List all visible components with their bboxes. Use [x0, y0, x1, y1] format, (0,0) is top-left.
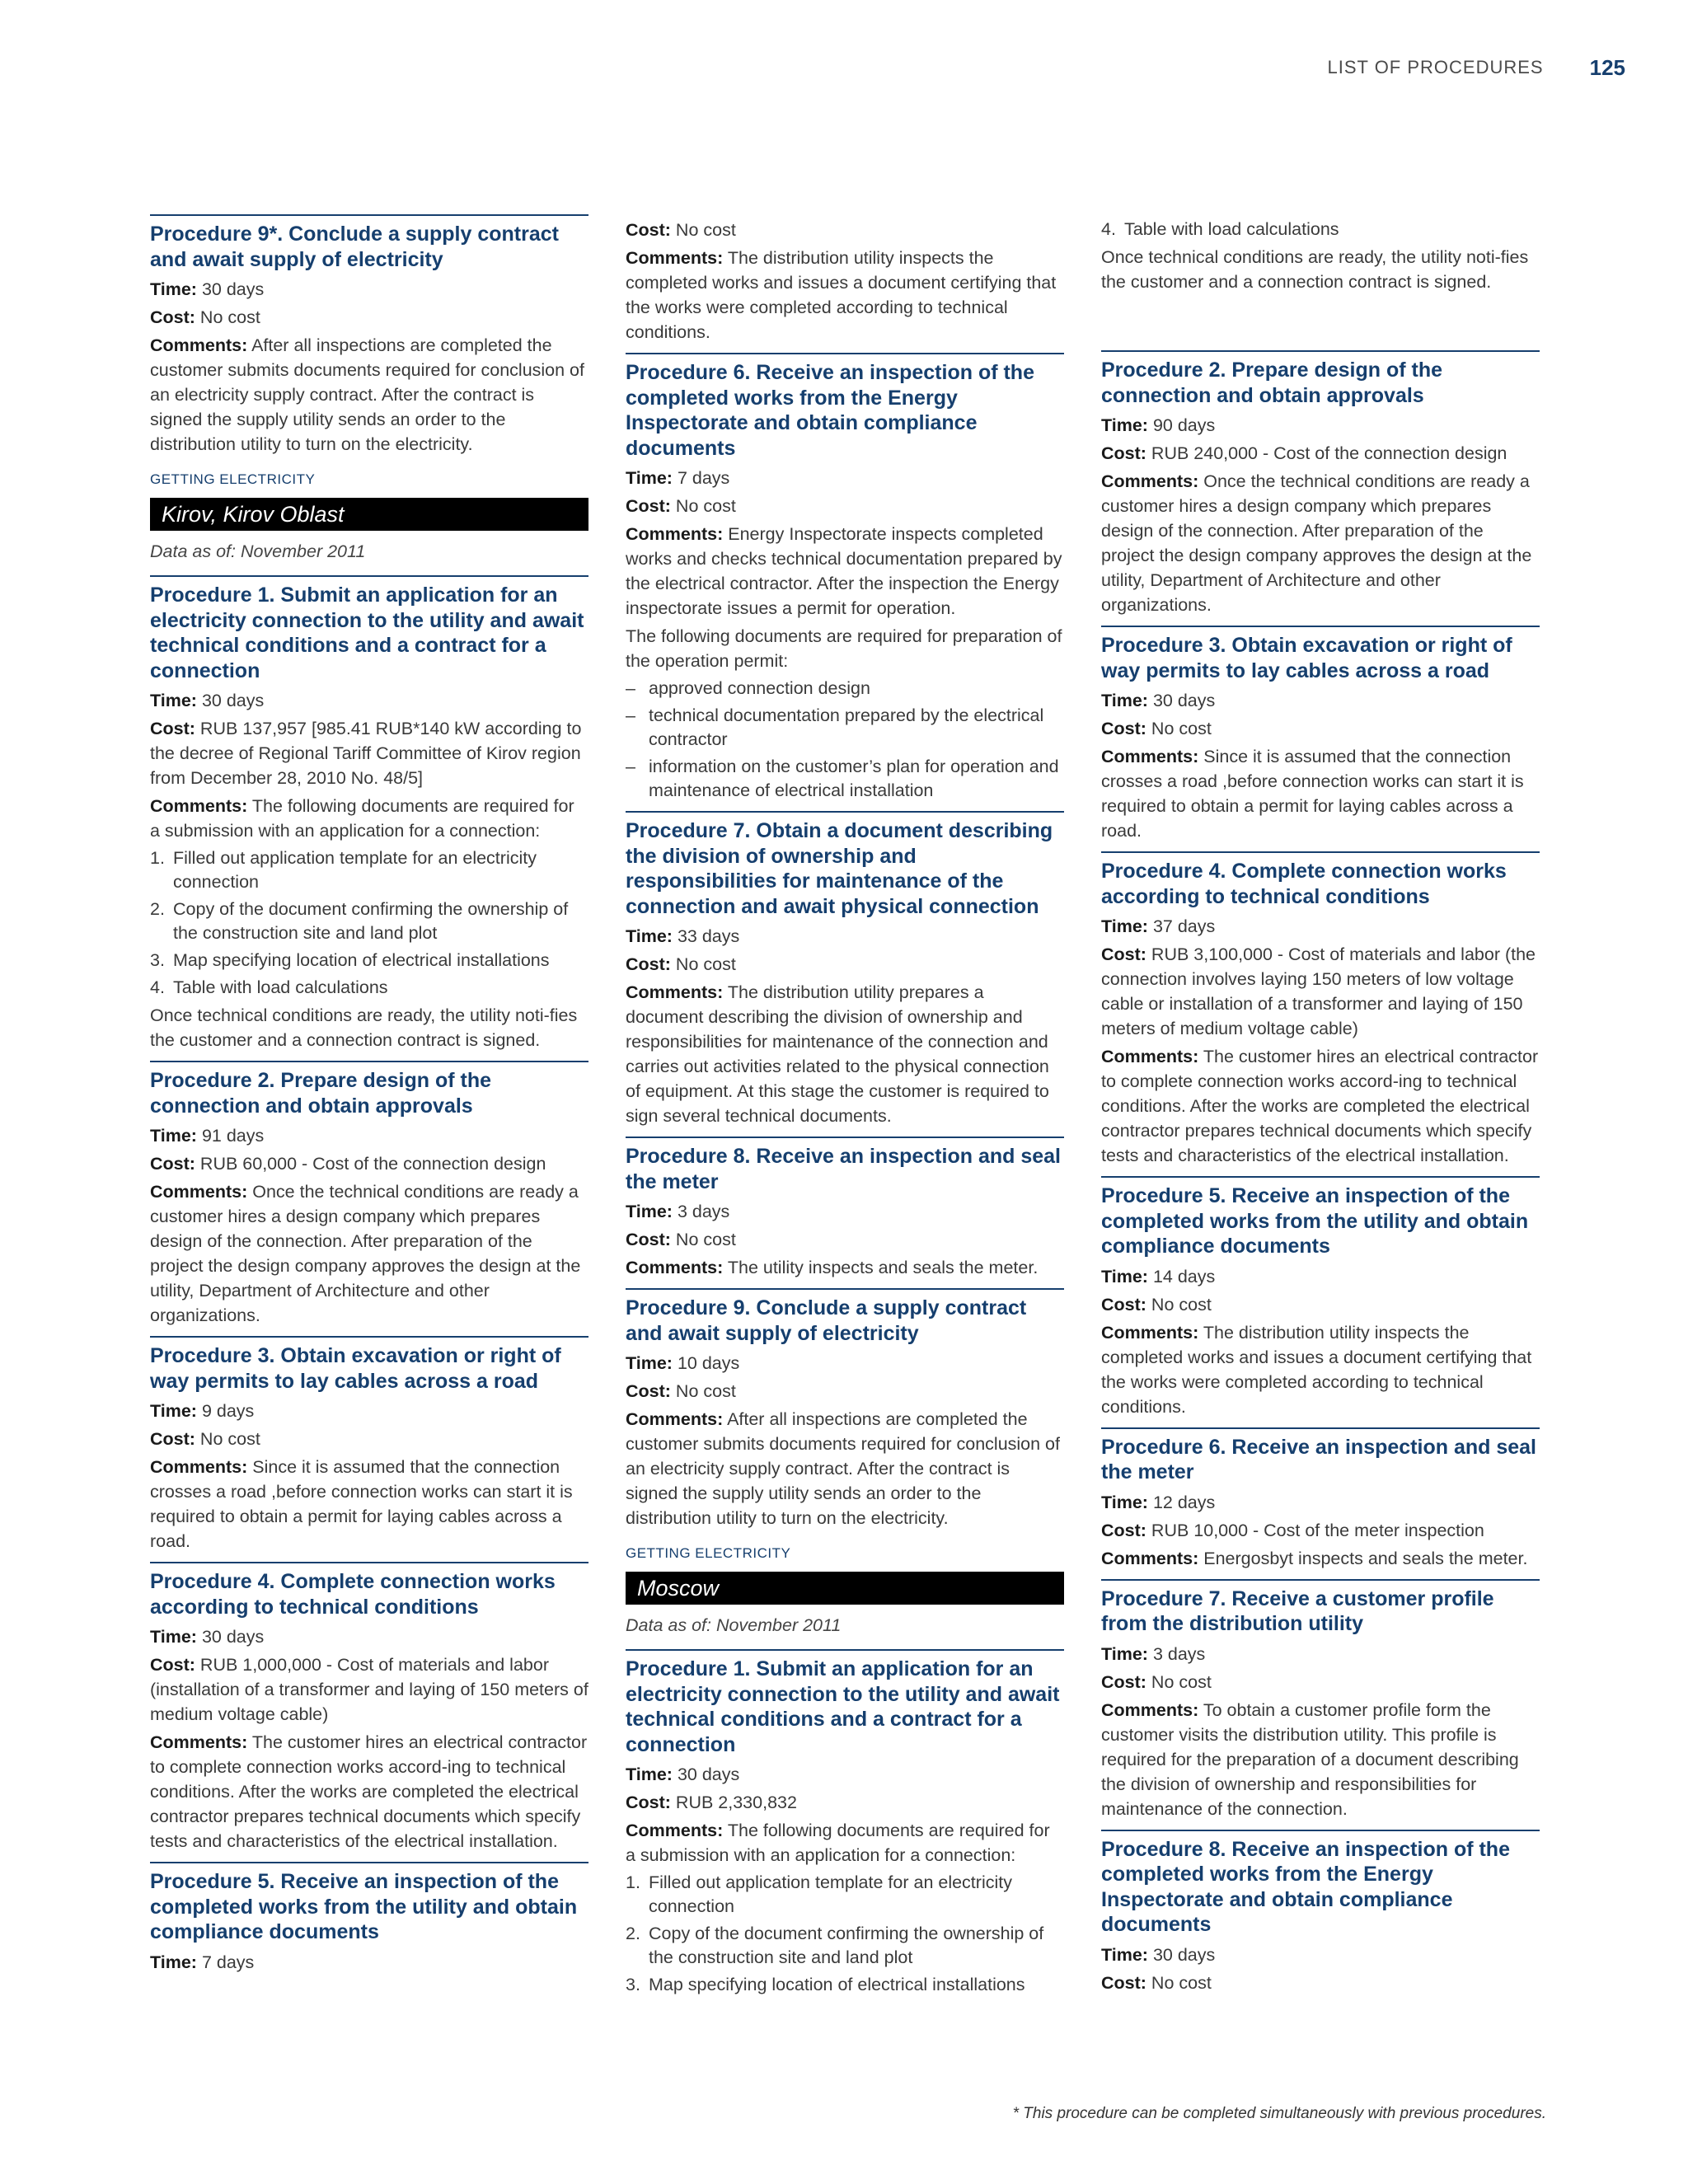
list-marker: 1.: [150, 848, 165, 868]
procedure-title: Procedure 2. Prepare design of the connection and obtain approvals: [1101, 359, 1443, 407]
procedure-cost-label: Cost:: [1101, 719, 1146, 738]
procedure-time-label: Time:: [150, 1952, 197, 1972]
procedure-cost: [150, 716, 588, 790]
procedure-time: [150, 1624, 588, 1649]
procedure-comments: [626, 246, 1064, 344]
procedure-comments-label: Comments:: [1101, 747, 1199, 766]
procedure-time-value: 30 days: [1152, 1944, 1216, 1965]
document-list-item: [626, 755, 1064, 803]
procedure-cost-label: Cost:: [150, 307, 195, 327]
procedure-comments: [626, 1818, 1064, 1868]
procedure-time-value: 30 days: [201, 1627, 265, 1647]
list-item-text: technical documentation prepared by the electrical contractor: [649, 705, 1044, 749]
procedure-comments: [1101, 1044, 1540, 1168]
procedure-block: [1101, 1830, 1540, 1995]
procedure-block: [1101, 1579, 1540, 1821]
procedure-cost-label: Cost:: [626, 1793, 671, 1812]
procedure-time-value: 30 days: [201, 279, 265, 299]
procedure-time-label: Time:: [1101, 415, 1148, 435]
column-2: [626, 214, 1064, 2000]
procedure-block: [626, 811, 1064, 1128]
procedure-time: [626, 1762, 1064, 1787]
document-list-item: [1101, 218, 1540, 241]
procedure-title: Procedure 7. Receive a customer profile from the distribution utility: [1101, 1586, 1494, 1635]
procedure-time: [150, 688, 588, 713]
procedure-time: [150, 1950, 588, 1975]
procedure-time-label: Time:: [150, 1401, 197, 1421]
location-bar: Kirov, Kirov Oblast: [150, 498, 588, 531]
procedure-title: Procedure 6. Receive an inspection and seal the meter: [1101, 1435, 1536, 1483]
procedure-cost-label: Cost:: [626, 496, 671, 516]
list-item-text: Map specifying location of electrical installations: [173, 950, 550, 970]
page-number: 125: [1589, 54, 1625, 80]
procedure-comments-value: The utility inspects and seals the meter.: [727, 1258, 1039, 1277]
procedure-comments-value: The customer hires an electrical contractor to complete connection works accord-ing to technical conditions. After the works are completed the electrical contractor prepares technical documents which specify tests and characteristics of the electrical installation.: [150, 1732, 588, 1851]
procedure-cost: [626, 494, 1064, 518]
list-marker: 4.: [150, 977, 165, 997]
procedure-block: [150, 214, 588, 457]
procedure-title: Procedure 6. Receive an inspection of the completed works from the Energy Inspectorate and obtain compliance documents: [626, 361, 1034, 460]
document-list: [150, 846, 588, 1000]
procedure-time-label: Time:: [1101, 1492, 1148, 1512]
procedure-comments-value: The following documents are required for a submission with an application for a connection:: [626, 1821, 1050, 1865]
procedure-time: [150, 1123, 588, 1148]
procedure-cost-label: Cost:: [1101, 1671, 1146, 1692]
procedure-cost: [626, 218, 1064, 242]
list-marker: 2.: [626, 1924, 640, 1943]
procedure-cost: [1101, 1971, 1540, 1995]
procedure-note: Once technical conditions are ready, the utility noti-fies the customer and a connection contract is signed.: [1101, 247, 1529, 292]
footnote: * This procedure can be completed simultaneously with previous procedures.: [1012, 2105, 1546, 2122]
procedure-cost-value: No cost: [675, 1230, 736, 1249]
procedure-time-label: Time:: [626, 468, 673, 488]
procedure-time: [1101, 688, 1540, 713]
procedure-time-label: Time:: [150, 279, 197, 299]
procedure-cost: [150, 1652, 588, 1727]
procedure-block: [626, 353, 1064, 803]
procedure-comments-value: After all inspections are completed the customer submits documents required for conclusion of an electricity supply contract. After the contract is signed the supply utility sends an order to the distribution utility to turn on the electricity.: [150, 335, 584, 454]
procedure-time: [150, 277, 588, 302]
procedure-comments-value: Since it is assumed that the connection crosses a road ,before connection works can start it is required to obtain a permit for laying cables across a road.: [150, 1457, 573, 1551]
data-as-of: Data as of: November 2011: [150, 541, 366, 561]
procedure-time-label: Time:: [1101, 1266, 1148, 1286]
procedure-time-label: Time:: [1101, 691, 1148, 710]
procedure-comments: [626, 1255, 1064, 1280]
procedure-comments-value: Once the technical conditions are ready a customer hires a design company which prepares design of the connection. After preparation of the project the design company approves the design at the utility, Department of Architecture and other organizations.: [150, 1182, 581, 1325]
procedure-time-label: Time:: [150, 1126, 197, 1146]
procedure-cost-label: Cost:: [150, 1429, 195, 1449]
procedure-continued: [1101, 218, 1540, 294]
procedure-block: [1101, 1176, 1540, 1419]
procedure-time-value: 90 days: [1152, 415, 1216, 435]
procedure-cost-label: Cost:: [1101, 1294, 1146, 1315]
procedure-cost-label: Cost:: [1101, 944, 1146, 964]
document-list: [626, 677, 1064, 803]
list-item-text: Table with load calculations: [173, 977, 388, 997]
procedure-time: [1101, 1264, 1540, 1289]
procedure-cost-label: Cost:: [1101, 1520, 1146, 1540]
document-list-item: [626, 1871, 1064, 1919]
procedure-comments-label: Comments:: [150, 796, 248, 816]
procedure-continued: [626, 218, 1064, 344]
procedure-block: [1101, 851, 1540, 1168]
procedure-comments: [150, 1179, 588, 1328]
procedure-time-label: Time:: [1101, 916, 1148, 936]
procedure-cost-value: RUB 60,000 - Cost of the connection design: [199, 1154, 546, 1174]
procedure-comments-value: After all inspections are completed the customer submits documents required for conclusion of an electricity supply contract. After the contract is signed the supply utility sends an order to the distribution utility to turn on the electricity.: [626, 1409, 1060, 1528]
procedure-cost-label: Cost:: [1101, 1972, 1146, 1993]
procedure-cost: [626, 1227, 1064, 1252]
procedure-time: [626, 1351, 1064, 1376]
procedure-time-value: 12 days: [1152, 1492, 1216, 1512]
procedure-cost-value: No cost: [1151, 1294, 1212, 1315]
procedure-block: [1101, 626, 1540, 843]
procedure-cost: [1101, 1670, 1540, 1694]
list-item-text: Filled out application template for an electricity connection: [649, 1872, 1012, 1916]
procedure-time-label: Time:: [150, 1627, 197, 1647]
procedure-cost: [1101, 716, 1540, 741]
procedure-cost-value: RUB 3,100,000 - Cost of materials and labor (the connection involves laying 150 meters of low voltage cable or installation of a transformer and laying of 150 meters of medium voltage cable): [1101, 944, 1536, 1038]
procedure-comments-value: The following documents are required for a submission with an application for a connection:: [150, 796, 574, 841]
procedure-cost-value: RUB 240,000 - Cost of the connection design: [1151, 443, 1507, 463]
procedure-block: [626, 1649, 1064, 1997]
procedure-cost-value: No cost: [675, 1381, 736, 1401]
procedure-cost-value: No cost: [675, 954, 736, 974]
procedure-comments-label: Comments:: [626, 1258, 724, 1277]
procedure-time-label: Time:: [150, 691, 197, 710]
procedure-cost: [626, 1790, 1064, 1815]
procedure-title: Procedure 8. Receive an inspection of the completed works from the Energy Inspectorate and obtain compliance documents: [1101, 1837, 1510, 1936]
procedure-block: [150, 1862, 588, 1975]
procedure-comments-value: Energosbyt inspects and seals the meter.: [1203, 1548, 1528, 1568]
document-list-item: [150, 949, 588, 972]
list-item-text: Copy of the document confirming the ownership of the construction site and land plot: [173, 899, 569, 943]
procedure-cost-value: No cost: [199, 307, 260, 327]
procedure-cost-value: RUB 10,000 - Cost of the meter inspection: [1151, 1520, 1484, 1540]
document-list-item: [626, 704, 1064, 752]
list-item-text: Table with load calculations: [1124, 219, 1339, 239]
procedure-note: Once technical conditions are ready, the utility noti-fies the customer and a connection contract is signed.: [150, 1005, 578, 1050]
procedure-cost-value: RUB 2,330,832: [675, 1793, 797, 1812]
procedure-comments: [626, 522, 1064, 621]
procedure-comments: [1101, 1320, 1540, 1419]
procedure-time: [1101, 1642, 1540, 1666]
list-marker: 3.: [626, 1975, 640, 1994]
procedure-block: [150, 1061, 588, 1328]
procedure-comments-label: Comments:: [1101, 1548, 1199, 1568]
procedure-time-label: Time:: [626, 1765, 673, 1784]
procedure-time-value: 30 days: [677, 1765, 740, 1784]
procedure-cost-label: Cost:: [626, 220, 671, 240]
procedure-block: [626, 1288, 1064, 1530]
procedure-comments: [626, 980, 1064, 1128]
procedure-comments: [626, 1407, 1064, 1530]
list-item-text: information on the customer’s plan for operation and maintenance of electrical installation: [649, 757, 1059, 800]
procedure-block: [150, 575, 588, 1052]
data-as-of: Data as of: November 2011: [626, 1615, 842, 1635]
procedure-cost-value: No cost: [1151, 1972, 1212, 1993]
procedure-comments-label: Comments:: [626, 524, 724, 544]
list-item-text: approved connection design: [649, 678, 870, 698]
procedure-comments-label: Comments:: [626, 1409, 724, 1429]
procedure-cost: [626, 1379, 1064, 1404]
procedure-comments-label: Comments:: [626, 1821, 724, 1840]
procedure-title: Procedure 9*. Conclude a supply contract and await supply of electricity: [150, 223, 559, 271]
list-marker: –: [626, 678, 635, 698]
procedure-time-value: 14 days: [1152, 1266, 1216, 1286]
procedure-comments-value: The distribution utility inspects the completed works and issues a document certifying that the works were completed according to technical conditions.: [626, 248, 1057, 342]
procedure-cost-value: No cost: [1151, 719, 1212, 738]
procedure-comments-label: Comments:: [626, 982, 724, 1002]
procedure-title: Procedure 5. Receive an inspection of the completed works from the utility and obtain compliance documents: [150, 1870, 578, 1943]
procedure-cost-value: No cost: [199, 1429, 260, 1449]
procedure-cost-label: Cost:: [626, 1230, 671, 1249]
procedure-comments-value: The distribution utility inspects the completed works and issues a document certifying that the works were completed according to technical conditions.: [1101, 1322, 1532, 1417]
procedure-cost-label: Cost:: [626, 954, 671, 974]
procedure-cost-label: Cost:: [150, 719, 195, 738]
procedure-block: [150, 1336, 588, 1554]
procedure-cost-label: Cost:: [150, 1655, 195, 1675]
procedure-title: Procedure 3. Obtain excavation or right of way permits to lay cables across a road: [150, 1344, 561, 1393]
document-list-item: [626, 1973, 1064, 1997]
procedure-cost: [1101, 1292, 1540, 1317]
procedure-comments-label: Comments:: [1101, 1699, 1199, 1720]
document-list-item: [150, 846, 588, 894]
procedure-comments: [150, 794, 588, 843]
procedure-note: The following documents are required for preparation of the operation permit:: [626, 626, 1062, 671]
procedure-time: [626, 1199, 1064, 1224]
procedure-title: Procedure 9. Conclude a supply contract and await supply of electricity: [626, 1296, 1027, 1345]
procedure-cost: [1101, 1518, 1540, 1543]
procedure-time-value: 7 days: [201, 1952, 255, 1972]
procedure-time-value: 33 days: [677, 926, 740, 946]
procedure-block: [1101, 1427, 1540, 1571]
procedure-time: [1101, 1943, 1540, 1967]
procedure-comments-value: Energy Inspectorate inspects completed works and checks technical documentation prepared by the electrical contractor. After the inspection the Energy inspectorate issues a permit for operation.: [626, 524, 1062, 618]
procedure-cost-value: No cost: [675, 220, 736, 240]
procedure-title: Procedure 4. Complete connection works according to technical conditions: [1101, 860, 1507, 908]
procedure-comments-label: Comments:: [150, 335, 248, 355]
procedure-time: [1101, 914, 1540, 939]
procedure-title: Procedure 7. Obtain a document describing the division of ownership and responsibilities for maintenance of the connection and await physical connection: [626, 819, 1053, 918]
procedure-block: [626, 1137, 1064, 1280]
procedure-cost: [1101, 942, 1540, 1041]
section-label: GETTING ELECTRICITY: [626, 1545, 791, 1561]
list-marker: 1.: [626, 1872, 640, 1892]
procedure-time-label: Time:: [626, 1353, 673, 1373]
procedure-time-label: Time:: [626, 1202, 673, 1221]
procedure-comments-label: Comments:: [150, 1457, 248, 1477]
procedure-time-value: 10 days: [677, 1353, 740, 1373]
column-3: [1101, 214, 1540, 1999]
procedure-title: Procedure 1. Submit an application for an electricity connection to the utility and await technical conditions and a contract for a connection: [150, 583, 584, 682]
procedure-comments-label: Comments:: [626, 248, 724, 268]
procedure-time: [1101, 413, 1540, 438]
procedure-time-value: 37 days: [1152, 916, 1216, 936]
procedure-cost-value: RUB 1,000,000 - Cost of materials and labor (installation of a transformer and laying of 150 meters of medium voltage cable): [150, 1655, 588, 1724]
procedure-block: [1101, 350, 1540, 617]
procedure-title: Procedure 3. Obtain excavation or right of way permits to lay cables across a road: [1101, 634, 1512, 682]
procedure-time: [1101, 1490, 1540, 1515]
procedure-comments: [1101, 744, 1540, 843]
document-list-item: [150, 898, 588, 945]
document-list: [626, 1871, 1064, 1997]
procedure-cost-label: Cost:: [1101, 443, 1146, 463]
procedure-cost: [150, 1427, 588, 1451]
procedure-comments-value: Since it is assumed that the connection crosses a road ,before connection works can start it is required to obtain a permit for laying cables across a road.: [1101, 747, 1524, 841]
column-1: [150, 214, 588, 1978]
procedure-title: Procedure 8. Receive an inspection and seal the meter: [626, 1145, 1061, 1193]
document-list-item: [626, 1922, 1064, 1970]
procedure-title: Procedure 4. Complete connection works according to technical conditions: [150, 1570, 556, 1619]
list-marker: 2.: [150, 899, 165, 919]
procedure-comments: [1101, 469, 1540, 617]
procedure-title: Procedure 5. Receive an inspection of the completed works from the utility and obtain compliance documents: [1101, 1184, 1529, 1258]
procedure-title: Procedure 1. Submit an application for an electricity connection to the utility and await technical conditions and a contract for a connection: [626, 1657, 1060, 1756]
procedure-comments-label: Comments:: [1101, 1322, 1199, 1343]
column-spacer: [1101, 298, 1540, 342]
page-header: [1328, 51, 1625, 84]
list-item-text: Filled out application template for an electricity connection: [173, 848, 537, 892]
procedure-time: [626, 924, 1064, 949]
procedure-cost: [626, 952, 1064, 977]
section-name: LIST OF PROCEDURES: [1327, 57, 1544, 77]
procedure-time: [150, 1399, 588, 1423]
list-marker: –: [626, 757, 635, 776]
procedure-comments-label: Comments:: [1101, 471, 1199, 491]
procedure-time-value: 9 days: [201, 1401, 255, 1421]
procedure-time-value: 3 days: [677, 1202, 730, 1221]
procedure-cost: [1101, 441, 1540, 466]
procedure-time-value: 30 days: [201, 691, 265, 710]
procedure-comments: [1101, 1546, 1540, 1571]
procedure-cost-value: RUB 137,957 [985.41 RUB*140 kW according to the decree of Regional Tariff Committee of Kirov region from December 28, 2010 No. 48/5]: [150, 719, 582, 788]
procedure-time-label: Time:: [626, 926, 673, 946]
procedure-comments: [150, 1455, 588, 1554]
procedure-time-value: 7 days: [677, 468, 730, 488]
procedure-block: [150, 1562, 588, 1854]
procedure-comments-value: The customer hires an electrical contractor to complete connection works accord-ing to technical conditions. After the works are completed the electrical contractor prepares technical documents which specify tests and characteristics of the electrical installation.: [1101, 1047, 1539, 1165]
procedure-time-value: 3 days: [1152, 1643, 1206, 1664]
location-bar: Moscow: [626, 1572, 1064, 1605]
list-marker: –: [626, 705, 635, 725]
procedure-time-value: 30 days: [1152, 691, 1216, 710]
procedure-comments-value: The distribution utility prepares a document describing the division of ownership and responsibilities for maintenance of the connection and carries out activities related to the physical connection of equipment. At this stage the customer is required to sign several technical documents.: [626, 982, 1049, 1126]
procedure-time-value: 91 days: [201, 1126, 265, 1146]
procedure-time-label: Time:: [1101, 1944, 1148, 1965]
procedure-cost-value: No cost: [675, 496, 736, 516]
procedure-comments-label: Comments:: [150, 1182, 248, 1202]
procedure-comments-label: Comments:: [1101, 1047, 1199, 1066]
document-list: [1101, 218, 1540, 241]
procedure-cost: [150, 1151, 588, 1176]
procedure-cost: [150, 305, 588, 330]
list-item-text: Map specifying location of electrical installations: [649, 1975, 1025, 1994]
procedure-cost-label: Cost:: [626, 1381, 671, 1401]
procedure-time-label: Time:: [1101, 1643, 1148, 1664]
procedure-comments-label: Comments:: [150, 1732, 248, 1752]
list-marker: 3.: [150, 950, 165, 970]
procedure-comments: [150, 333, 588, 457]
list-marker: 4.: [1101, 219, 1116, 239]
procedure-comments-value: To obtain a customer profile form the customer visits the distribution utility. This profile is required for the preparation of a document describing the division of ownership and responsibilities for maintenance of the connection.: [1101, 1699, 1519, 1819]
procedure-comments: [1101, 1698, 1540, 1821]
section-label: GETTING ELECTRICITY: [150, 471, 316, 487]
procedure-cost-value: No cost: [1151, 1671, 1212, 1692]
document-list-item: [626, 677, 1064, 701]
document-list-item: [150, 976, 588, 1000]
procedure-cost-label: Cost:: [150, 1154, 195, 1174]
procedure-comments: [150, 1730, 588, 1854]
procedure-title: Procedure 2. Prepare design of the connection and obtain approvals: [150, 1069, 492, 1118]
procedure-time: [626, 466, 1064, 490]
list-item-text: Copy of the document confirming the ownership of the construction site and land plot: [649, 1924, 1044, 1967]
procedure-comments-value: Once the technical conditions are ready a customer hires a design company which prepares design of the connection. After preparation of the project the design company approves the design at the utility, Department of Architecture and other organizations.: [1101, 471, 1532, 615]
